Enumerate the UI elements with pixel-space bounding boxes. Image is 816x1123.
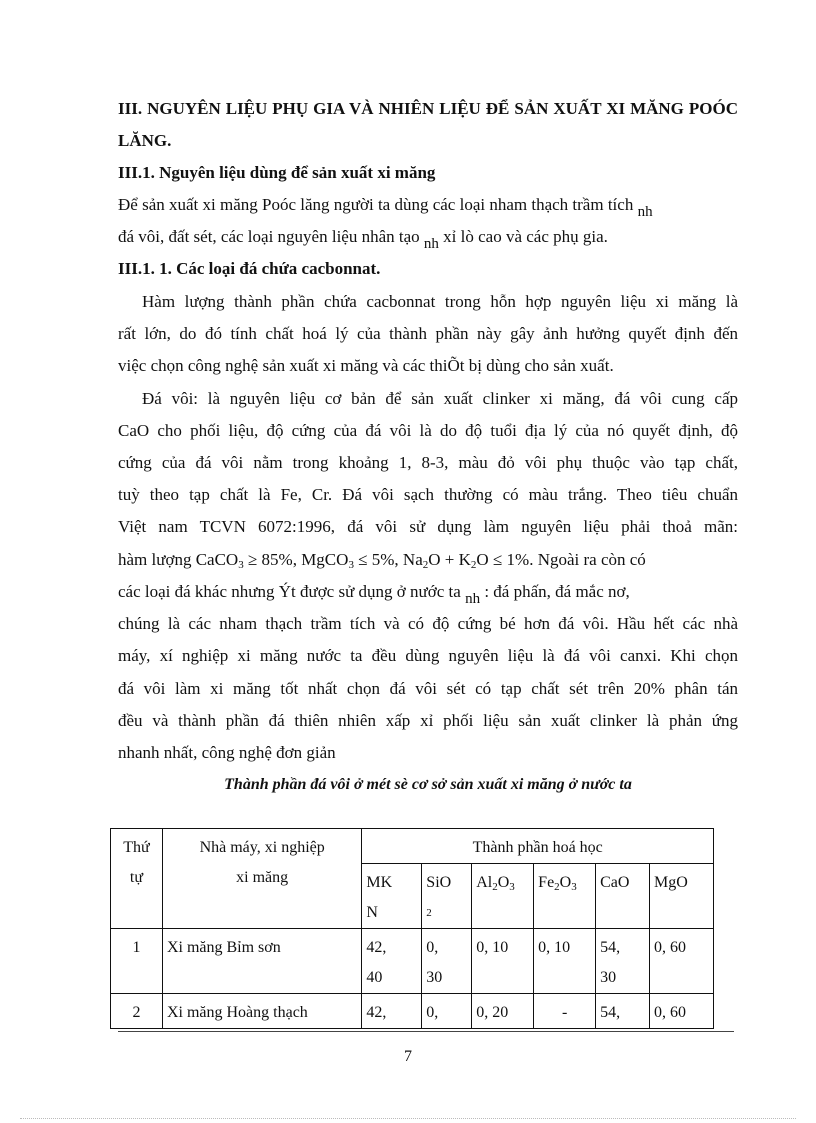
para2-line3: việc chọn công nghệ sản xuất xi măng và các thiÕt bị dùng cho sản xuất. bbox=[118, 356, 614, 375]
al-sub: 2 bbox=[492, 881, 498, 893]
header-sio2 bbox=[422, 864, 472, 929]
mkn-line2: 40 bbox=[366, 969, 383, 986]
para3-text-a: các loại đá khác nhưng Ýt được sử dụng ở nước ta bbox=[118, 582, 461, 601]
table-row bbox=[111, 929, 714, 994]
cell-al2o3: 0, 20 bbox=[472, 994, 534, 1029]
header-al2o3 bbox=[472, 864, 534, 929]
fe-o-text: O bbox=[559, 874, 572, 891]
text-na: ≤ 5%, Na bbox=[353, 550, 423, 569]
para3-line11: đều và thành phần đá thiên nhiên xấp xỉ phối liệu sản xuất clinker là phản ứng bbox=[118, 711, 738, 730]
header-mgo: MgO bbox=[650, 864, 714, 929]
fe-text: Fe bbox=[538, 874, 555, 891]
para3-line2: CaO cho phối liệu, độ cứng của đá vôi là do độ tuổi địa lý của nó quyết định, độ bbox=[118, 421, 738, 440]
header-fe2o3 bbox=[534, 864, 596, 929]
header-plant-line2: xi măng bbox=[236, 869, 289, 886]
para3-line4: tuỳ theo tạp chất là Fe, Cr. Đá vôi sạch thường có màu trắng. Theo tiêu chuẩn bbox=[118, 485, 738, 504]
table-header-row bbox=[111, 829, 714, 864]
para3-line12: nhanh nhất, công nghệ đơn giản bbox=[118, 743, 336, 762]
cell-mkn bbox=[362, 929, 422, 994]
page-bottom-dotted-border bbox=[20, 1118, 796, 1119]
sub-3: 3 bbox=[238, 559, 244, 571]
para1-line2 bbox=[118, 226, 738, 255]
para3-line5: Việt nam TCVN 6072:1996, đá vôi sử dụng làm nguyên liệu phải thoả mãn: bbox=[118, 517, 738, 536]
header-stt-line2: tự bbox=[129, 869, 144, 886]
nh-note: nh bbox=[423, 236, 439, 252]
sio-line2: 30 bbox=[426, 969, 443, 986]
sio-line1: 0, bbox=[426, 939, 439, 956]
cell-mkn: 42, bbox=[362, 994, 422, 1029]
header-plant bbox=[162, 829, 361, 929]
page-number: 7 bbox=[404, 1048, 412, 1065]
para3-line8: chúng là các nham thạch trầm tích và có độ cứng bé hơn đá vôi. Hầu hết các nhà bbox=[118, 614, 738, 633]
text-mgco: ≥ 85%, MgCO bbox=[243, 550, 349, 569]
header-chem-group: Thành phần hoá học bbox=[362, 829, 714, 864]
cell-mgo: 0, 60 bbox=[650, 994, 714, 1029]
header-sio-sub: 2 bbox=[426, 907, 432, 919]
cell-al2o3: 0, 10 bbox=[472, 929, 534, 994]
cell-stt: 2 bbox=[111, 994, 163, 1029]
para3-line7 bbox=[118, 581, 738, 610]
para1-text-b: đá vôi, đất sét, các loại nguyên liệu nhân tạo bbox=[118, 227, 420, 246]
cell-fe2o3: 0, 10 bbox=[534, 929, 596, 994]
para3-line3: cứng của đá vôi nằm trong khoảng 1, 8-3, màu đỏ vôi phụ thuộc vào tạp chất, bbox=[118, 453, 738, 472]
cell-sio2: 0, bbox=[422, 994, 472, 1029]
text-k: O + K bbox=[428, 550, 471, 569]
header-stt-line1: Thứ bbox=[123, 839, 150, 856]
para2-line1: Hàm lượng thành phần chứa cacbonnat trong hỗn hợp nguyên liệu xi măng là bbox=[142, 292, 738, 311]
sub-heading-materials: III.1. Nguyên liệu dùng để sản xuất xi măng bbox=[118, 163, 436, 182]
para3-line1: Đá vôi: là nguyên liệu cơ bản để sản xuất clinker xi măng, đá vôi cung cấp bbox=[142, 389, 738, 408]
cao-line1: 54, bbox=[600, 939, 621, 956]
para3-line9: máy, xí nghiệp xi măng nước ta đều dùng nguyên liệu là đá vôi canxi. Khi chọn bbox=[118, 646, 738, 665]
header-sio-line1: SiO bbox=[426, 874, 452, 891]
para1-text-a: Để sản xuất xi măng Poóc lăng người ta dùng các loại nham thạch trầm tích bbox=[118, 195, 634, 214]
para3-line10: đá vôi làm xi măng tốt nhất chọn đá vôi sét có tạp chất sét trên 20% phân tán bbox=[118, 679, 738, 698]
para3-text-b: : đá phấn, đá mắc nơ, bbox=[484, 582, 630, 601]
table-row bbox=[111, 994, 714, 1029]
header-mkn-line2: N bbox=[366, 904, 378, 921]
cell-mgo: 0, 60 bbox=[650, 929, 714, 994]
cell-stt: 1 bbox=[111, 929, 163, 994]
al-o-text: O bbox=[497, 874, 510, 891]
para1-line1 bbox=[118, 194, 738, 223]
header-mkn-line1: MK bbox=[366, 874, 393, 891]
cell-plant-name: Xi măng Hoàng thạch bbox=[162, 994, 361, 1029]
fe-sub: 2 bbox=[554, 881, 560, 893]
sub-2: 2 bbox=[470, 559, 477, 571]
cell-sio2 bbox=[422, 929, 472, 994]
al-text: Al bbox=[476, 874, 493, 891]
cell-cao: 54, bbox=[596, 994, 650, 1029]
table-caption: Thành phần đá vôi ở mét sè cơ sở sản xuất xi măng ở nước ta bbox=[224, 776, 632, 793]
cell-cao bbox=[596, 929, 650, 994]
header-stt bbox=[111, 829, 163, 929]
sub-2: 2 bbox=[422, 559, 429, 571]
al-o-sub: 3 bbox=[509, 881, 515, 893]
limestone-composition-table bbox=[110, 828, 714, 1029]
para3-line6 bbox=[118, 549, 738, 571]
header-cao: CaO bbox=[596, 864, 650, 929]
para1-text-c: xỉ lò cao và các phụ gia. bbox=[443, 227, 608, 246]
cell-fe2o3: - bbox=[534, 994, 596, 1029]
fe-o-sub: 3 bbox=[571, 881, 577, 893]
nh-note: nh bbox=[637, 204, 653, 220]
cell-plant-name: Xi măng Bỉm sơn bbox=[162, 929, 361, 994]
sub-3: 3 bbox=[348, 559, 354, 571]
header-plant-line1: Nhà máy, xi nghiệp bbox=[199, 839, 325, 856]
footer-rule bbox=[118, 1031, 734, 1032]
text-caco: hàm lượng CaCO bbox=[118, 550, 239, 569]
header-mkn bbox=[362, 864, 422, 929]
section-heading: III. NGUYÊN LIỆU PHỤ GIA VÀ NHIÊN LIỆU ĐỂ SẢN XUẤT XI MĂNG POÓC LĂNG. bbox=[118, 99, 738, 150]
nh-note: nh bbox=[465, 591, 481, 607]
text-limit: O ≤ 1%. Ngoài ra còn có bbox=[476, 550, 646, 569]
mkn-line1: 42, bbox=[366, 939, 387, 956]
para2-line2: rất lớn, do đó tính chất hoá lý của thành phần này gây ảnh hưởng quyết định đến bbox=[118, 324, 738, 343]
cao-line2: 30 bbox=[600, 969, 617, 986]
sub-heading-carbonate: III.1. 1. Các loại đá chứa cacbonnat. bbox=[118, 259, 381, 278]
